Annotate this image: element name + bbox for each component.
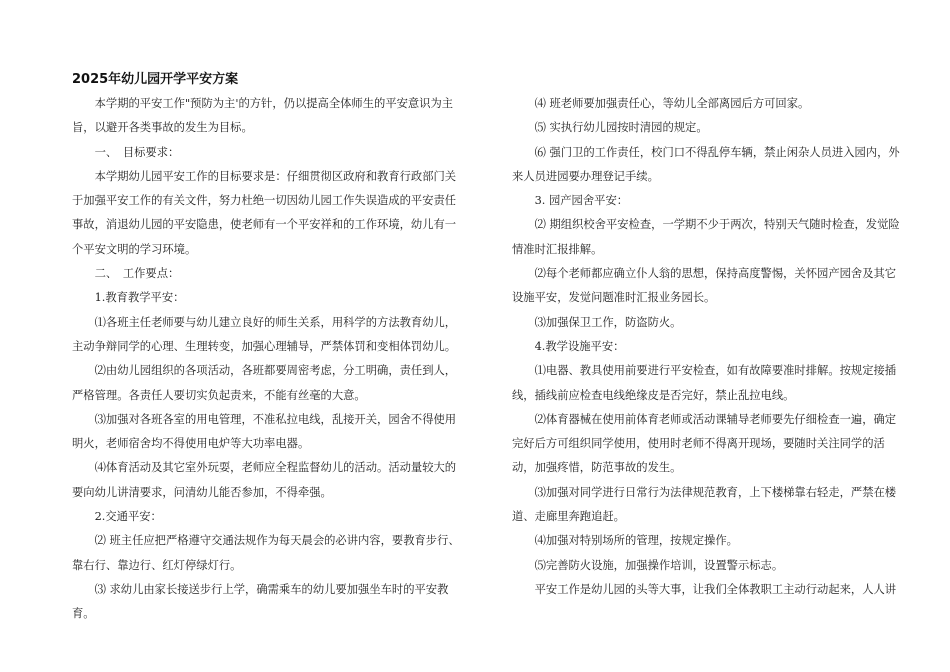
subsection-heading: 3. 园产园舍平安： [534,194,629,208]
paragraph: 平安工作是幼儿园的头等大事，让我们全体教职工主动行动起来，人人讲 [534,582,897,596]
left-column [72,92,464,627]
paragraph: ⑶加强对同学进行日常行为法律规范教育，上下楼梯靠右轻走，严禁在楼道、走廊里奔跑追赶。 [512,485,897,524]
paragraph: ⑶加强对各班各室的用电管理，不准私拉电线，乱接开关，园舍不得使用明火，老师宿舍均不得使用电炉等大功率电器。 [72,412,457,451]
paragraph: 本学期幼儿园平安工作的目标要求是：仔细贯彻区政府和教育行政部门关于加强平安工作的有关文件，努力杜绝一切因幼儿园工作失误造成的平安责任事故，消退幼儿园的平安隐患，使老师有一个平安祥和的工作环境，幼儿有一个平安文明的学习环境。 [72,169,457,256]
paragraph: ⑸完善防火设施，加强操作培训，设置警示标志。 [534,558,784,572]
paragraph: ⑵ 班主任应把严格遵守交通法规作为每天晨会的必讲内容，要教育步行、靠右行、靠边行、红灯停绿灯行。 [72,534,460,572]
subsection-heading: 4.教学设施平安： [534,339,625,353]
section-heading: 二、 工作要点： [94,267,180,281]
subsection-heading: 2.交通平安： [94,510,162,524]
paragraph: 本学期的平安工作"预防为主'的方针，仍以提高全体师生的平安意识为主旨，以避开各类事故的发生为目标。 [72,97,454,135]
paragraph: ⑵每个老师都应确立仆人翁的思想，保持高度警惕，关怀园产园舍及其它设施平安，发觉问题准时汇报业务园长。 [512,267,897,305]
paragraph: ⑷体育活动及其它室外玩耍，老师应全程监督幼儿的活动。活动量较大的要向幼儿讲清要求，问清幼儿能否参加，不得牵强。 [72,461,457,499]
paragraph: ⑵体育器械在使用前体育老师或活动课辅导老师要先仔细检查一遍，确定完好后方可组织同学使用，使用时老师不得离开现场，要随时关注同学的活动，加强疼惜，防范事故的发生。 [512,412,897,475]
paragraph: ⑶加强保卫工作，防盗防火。 [534,315,682,329]
right-column [512,92,904,602]
paragraph: ⑸ 实执行幼儿园按时清园的规定。 [534,121,708,135]
paragraph: ⑴电器、教具使用前要进行平安检查，如有故障要准时排解。按规定接插线，插线前应检查电线绝缘皮是否完好，禁止乱拉电线。 [512,364,897,402]
document-title: 2025年幼儿园开学平安方案 [72,72,239,87]
paragraph: ⑴各班主任老师要与幼儿建立良好的师生关系，用科学的方法教育幼儿，主动争辩同学的心理、生理转变，加强心理辅导，严禁体罚和变相体罚幼儿。 [72,315,457,353]
paragraph: ⑹ 强门卫的工作责任，校门口不得乱停车辆，禁止闲杂人员进入园内，外来人员进园要办理登记手续。 [512,145,900,183]
paragraph: ⑶ 求幼儿由家长接送步行上学，确需乘车的幼儿要加强坐车时的平安教育。 [72,582,449,621]
subsection-heading: 1.教育教学平安： [94,291,185,305]
paragraph: ⑵ 期组织校舍平安检查，一学期不少于两次，特别天气随时检查，发觉险情准时汇报排解。 [512,218,900,256]
paragraph: ⑷加强对特别场所的管理，按规定操作。 [534,534,738,548]
paragraph: ⑵由幼儿园组织的各项活动，各班都要周密考虑，分工明确，责任到人，严格管理。各责任人要切实负起责来，不能有丝毫的大意。 [72,364,457,402]
section-heading: 一、 目标要求： [94,145,180,159]
paragraph: ⑷ 班老师要加强责任心，等幼儿全部离园后方可回家。 [534,97,810,110]
